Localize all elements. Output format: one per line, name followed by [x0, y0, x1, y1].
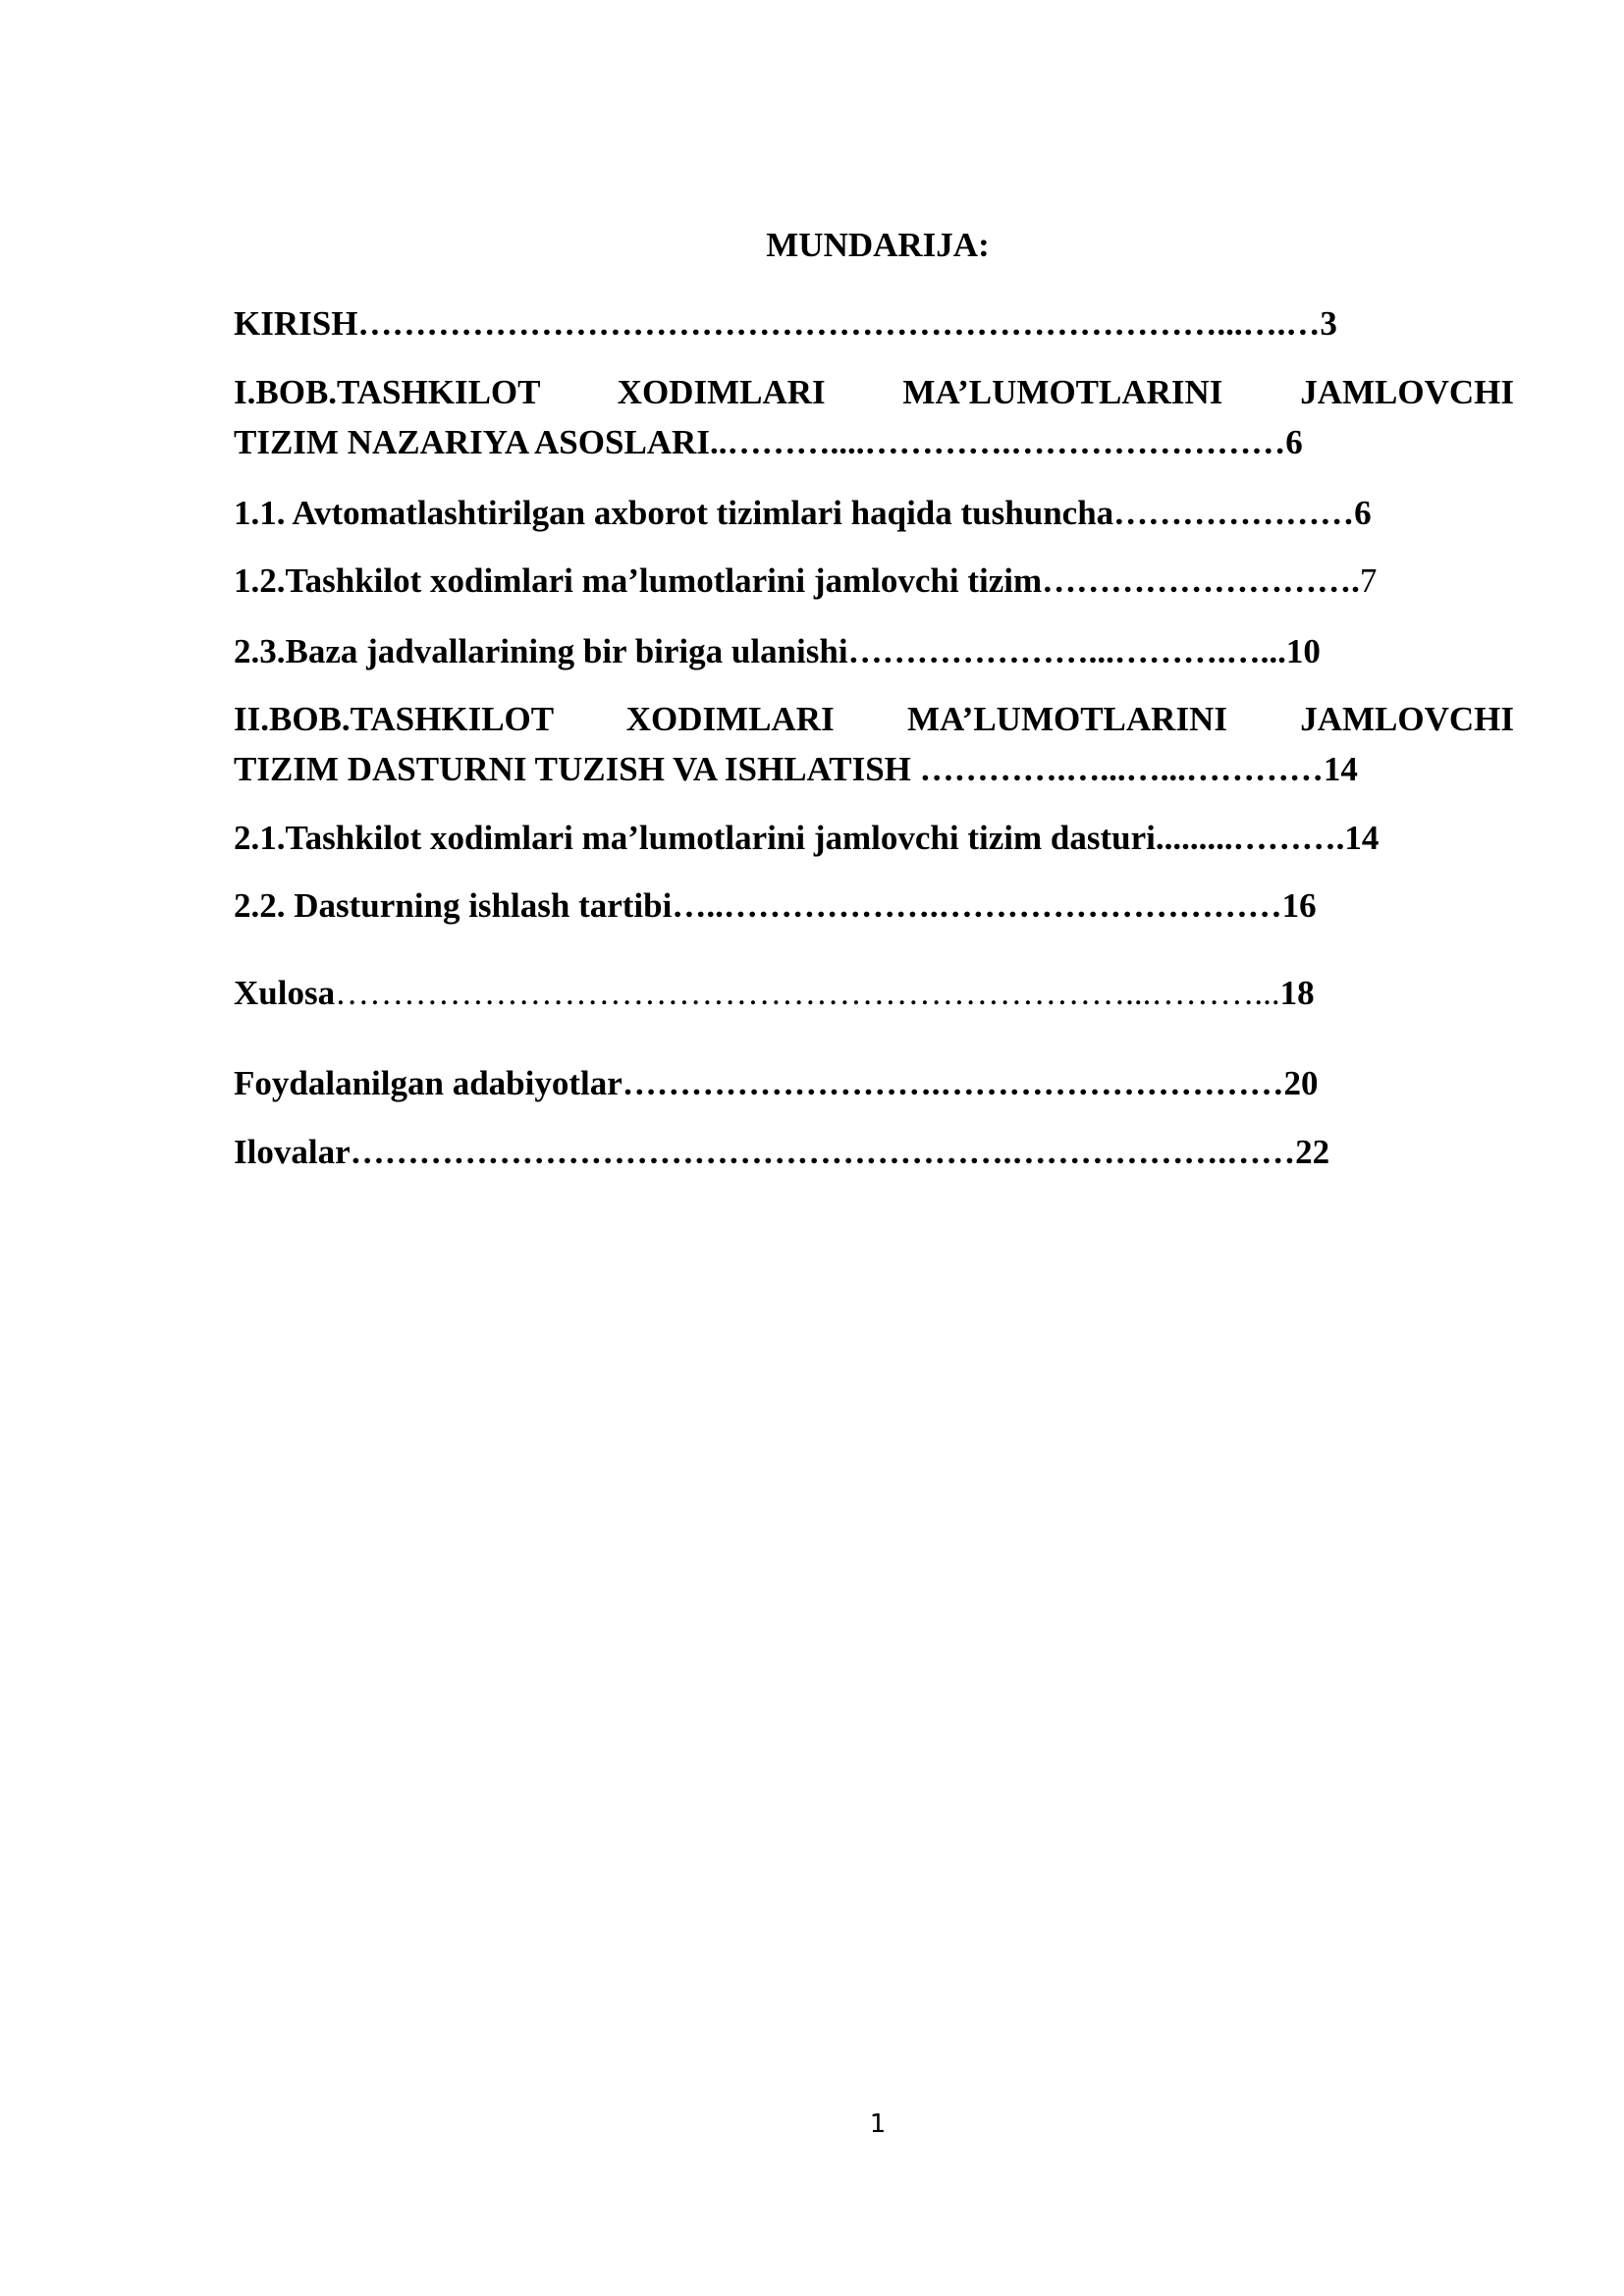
toc-entry-ilovalar: Ilovalar………………………………………………….……………….……22 [234, 1133, 1330, 1171]
toc-entry-kirish: KIRISH…………………………………………………………………...….…3 [234, 304, 1337, 343]
toc-entry-adabiyotlar: Foydalanilgan adabiyotlar……………………….…………………………20 [234, 1064, 1319, 1102]
toc-entry-section-2-1: 2.1.Tashkilot xodimlari ma’lumotlarini jamlovchi tizim dasturi.........……….14 [234, 819, 1380, 857]
toc-entry-section-1-2-page: 7 [1359, 561, 1378, 600]
toc-entry-xulosa-page: 18 [1279, 974, 1315, 1012]
toc-entry-chapter2-line1: II.BOB.TASHKILOT XODIMLARI MA’LUMOTLARINI JAMLOVCHI [234, 700, 1514, 738]
toc-entry-xulosa [234, 972, 1315, 1015]
toc-entry-chapter1-line2: TIZIM NAZARIYA ASOSLARI..………....………….……………………6 [234, 423, 1303, 461]
toc-entry-chapter1-line1: I.BOB.TASHKILOT XODIMLARI MA’LUMOTLARINI JAMLOVCHI [234, 373, 1514, 411]
page-number: 1 [869, 2109, 887, 2139]
toc-entry-section-1-2-text: 1.2.Tashkilot xodimlari ma’lumotlarini jamlovchi tizim………………………. [234, 561, 1360, 600]
toc-entry-section-1-1: 1.1. Avtomatlashtirilgan axborot tizimlari haqida tushuncha…………………6 [234, 494, 1372, 532]
toc-entry-xulosa-label: Xulosa [234, 974, 336, 1012]
toc-title: MUNDARIJA: [766, 226, 990, 264]
toc-entry-chapter2-line2: TIZIM DASTURNI TUZISH VA ISHLATISH ………….…...…...…………14 [234, 750, 1358, 788]
toc-entry-section-2-2: 2.2. Dasturning ishlash tartibi…..……………….…………………………16 [234, 886, 1317, 925]
toc-entry-section-1-2 [234, 560, 1377, 603]
toc-entry-section-2-3: 2.3.Baza jadvallarining bir biriga ulanishi…………………...……….…...10 [234, 632, 1321, 670]
toc-entry-xulosa-dots: ……………………………………………………………...………... [335, 974, 1280, 1012]
